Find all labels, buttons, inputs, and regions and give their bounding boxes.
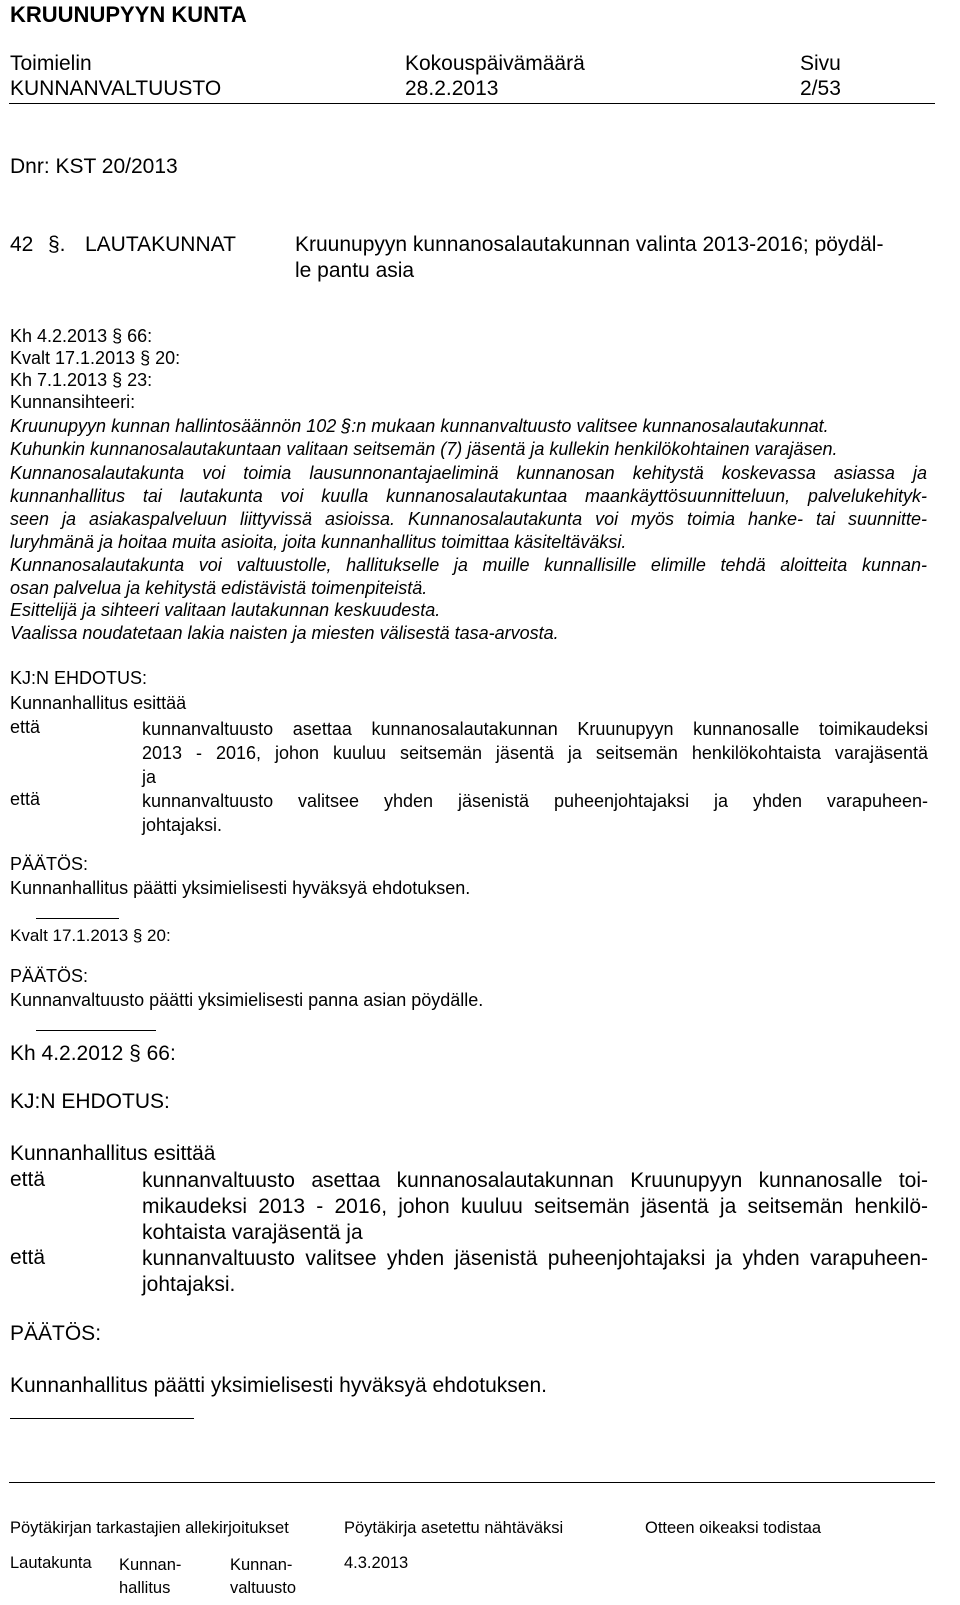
item-category: LAUTAKUNNAT [85, 233, 236, 256]
clause-line: johtajaksi. [142, 815, 223, 835]
body-paragraph [10, 462, 927, 554]
item-number: 42 [10, 233, 34, 256]
body-line: kunnanhallitus tai lautakunta voi kuulla kunnanosalautakuntaa maankäyttösuunnitteluun, palvelukehityk- [10, 486, 927, 506]
body-paragraph: Vaalissa noudatetaan lakia naisten ja miesten välisestä tasa-arvosta. [10, 623, 559, 643]
footer-sig-line: Kunnan- [119, 1556, 182, 1574]
proposal-clause [142, 717, 928, 789]
proposal-heading: KJ:N EHDOTUS: [10, 668, 148, 688]
proposal-clause [142, 1168, 928, 1246]
diary-number: Dnr: KST 20/2013 [10, 155, 178, 178]
clause-line: kunnanvaltuusto asettaa kunnanosalautakunnan Kruunupyyn kunnanosalle toi- [142, 1169, 928, 1192]
meeting-ref: Kh 4.2.2012 § 66: [10, 1042, 176, 1065]
decision-heading: PÄÄTÖS: [10, 966, 89, 986]
decision-text: Kunnanvaltuusto päätti yksimielisesti panna asian pöydälle. [10, 990, 484, 1010]
history-ref: Kvalt 17.1.2013 § 20: [10, 348, 181, 368]
clause-line: kunnanvaltuusto valitsee yhden jäsenistä puheenjohtajaksi ja yhden varapuheen- [142, 791, 928, 811]
header-value-page: 2/53 [800, 77, 841, 100]
body-paragraph [10, 554, 927, 600]
body-line: luryhmänä ja hoitaa muita asioita, joita kunnanhallitus toimittaa käsiteltäväksi. [10, 532, 627, 552]
meeting-ref: Kvalt 17.1.2013 § 20: [10, 926, 171, 945]
decision-text: Kunnanhallitus päätti yksimielisesti hyväksyä ehdotuksen. [10, 1374, 547, 1397]
history-ref: Kh 7.1.2013 § 23: [10, 370, 153, 390]
footer-posted-date: 4.3.2013 [344, 1554, 409, 1572]
decision-text: Kunnanhallitus päätti yksimielisesti hyväksyä ehdotuksen. [10, 878, 471, 898]
item-title-line-1: Kruunupyyn kunnanosalautakunnan valinta 2013-2016; pöydäl- [295, 233, 884, 256]
that-label: että [10, 1246, 46, 1269]
body-paragraph: Kruunupyyn kunnan hallintosäännön 102 §:n mukaan kunnanvaltuusto valitsee kunnanosalautakunnat. [10, 416, 829, 436]
body-line: Kunnanosalautakunta voi toimia lausunnonantajaeliminä kunnanosan kehitystä koskevassa asiassa ja [10, 463, 927, 483]
footer-label-certified: Otteen oikeaksi todistaa [645, 1519, 822, 1537]
header-label-body: Toimielin [10, 52, 92, 75]
body-line: Kunnanosalautakunta voi valtuustolle, hallitukselle ja muille kunnallisille elimille tehdä aloitteita kunnan- [10, 555, 927, 575]
footer-sig-executive [119, 1554, 181, 1600]
section-mark: §. [48, 233, 66, 256]
section-divider [36, 918, 119, 919]
header-divider [9, 103, 935, 104]
footer-label-posted: Pöytäkirja asetettu nähtäväksi [344, 1519, 564, 1537]
footer-divider [9, 1482, 935, 1483]
decision-heading: PÄÄTÖS: [10, 854, 89, 874]
body-paragraph: Esittelijä ja sihteeri valitaan lautakunnan keskuudesta. [10, 600, 441, 620]
header-value-date: 28.2.2013 [405, 77, 499, 100]
decision-heading: PÄÄTÖS: [10, 1322, 102, 1345]
clause-line: 2013 - 2016, johon kuuluu seitsemän jäsentä ja seitsemän henkilökohtaista varajäsentä [142, 743, 928, 763]
footer-sig-line: hallitus [119, 1579, 171, 1597]
footer-label-signatures: Pöytäkirjan tarkastajien allekirjoitukset [10, 1519, 289, 1537]
body-paragraph: Kuhunkin kunnanosalautakuntaan valitaan seitsemän (7) jäsentä ja kullekin henkilökohtainen varajäsen. [10, 439, 838, 459]
that-label: että [10, 789, 41, 809]
proposal-intro: Kunnanhallitus esittää [10, 693, 187, 713]
section-divider [10, 1418, 194, 1419]
body-line: osan palvelua ja kehitystä edistävistä toimenpiteistä. [10, 578, 428, 598]
clause-line: kohtaista varajäsentä ja [142, 1221, 363, 1244]
body-line: seen ja asiakaspalveluun liittyvissä asioissa. Kunnanosalautakunta voi myös toimia hanke- tai suunnitte- [10, 509, 927, 529]
clause-line: kunnanvaltuusto valitsee yhden jäsenistä puheenjohtajaksi ja yhden varapuheen- [142, 1247, 928, 1270]
footer-sig-line: valtuusto [230, 1579, 297, 1597]
section-divider [36, 1030, 156, 1031]
clause-line: mikaudeksi 2013 - 2016, johon kuuluu seitsemän jäsentä ja seitsemän henkilö- [142, 1195, 928, 1218]
clause-line: johtajaksi. [142, 1273, 236, 1296]
history-ref: Kh 4.2.2013 § 66: [10, 326, 153, 346]
footer-sig-line: Kunnan- [230, 1556, 293, 1574]
footer-sig-board: Lautakunta [10, 1554, 92, 1572]
that-label: että [10, 1168, 46, 1191]
item-title-line-2: le pantu asia [295, 259, 415, 282]
proposal-intro: Kunnanhallitus esittää [10, 1142, 216, 1165]
header-label-page: Sivu [800, 52, 841, 75]
preparer-label: Kunnansihteeri: [10, 392, 136, 412]
footer-sig-council [230, 1554, 296, 1600]
proposal-heading: KJ:N EHDOTUS: [10, 1090, 170, 1113]
header-label-date: Kokouspäivämäärä [405, 52, 585, 75]
proposal-clause [142, 1246, 928, 1298]
proposal-clause [142, 789, 928, 837]
that-label: että [10, 717, 41, 737]
organization-name: KRUUNUPYYN KUNTA [10, 2, 247, 27]
clause-line: ja [142, 767, 157, 787]
clause-line: kunnanvaltuusto asettaa kunnanosalautakunnan Kruunupyyn kunnanosalle toimikaudeksi [142, 719, 928, 739]
header-value-body: KUNNANVALTUUSTO [10, 77, 222, 100]
